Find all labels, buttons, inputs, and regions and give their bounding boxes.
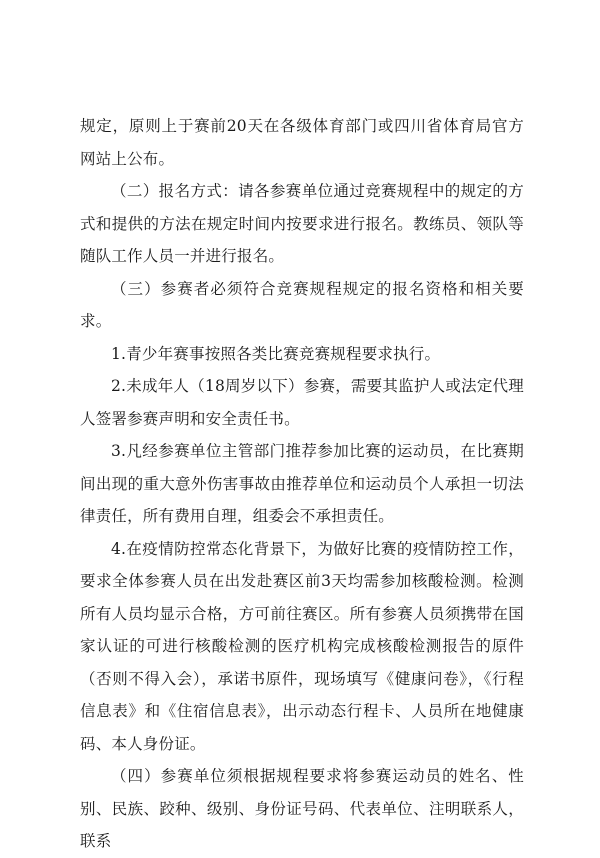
paragraph-item-2: 2.未成年人（18周岁以下）参赛，需要其监护人或法定代理人签署参赛声明和安全责任书。: [80, 377, 524, 428]
paragraph-eligibility: （三）参赛者必须符合竞赛规程规定的报名资格和相关要求。: [80, 279, 524, 330]
paragraph-registration-method: （二）报名方式：请各参赛单位通过竞赛规程中的规定的方式和提供的方法在规定时间内按要求进行报名。教练员、领队等随队工作人员一并进行报名。: [80, 182, 524, 265]
paragraph-submission: （四）参赛单位须根据规程要求将参赛运动员的姓名、性别、民族、跤种、级别、身份证号码、代表单位、注明联系人，联系: [80, 767, 524, 850]
paragraph-item-1: 1.青少年赛事按照各类比赛竞赛规程要求执行。: [111, 344, 441, 363]
paragraph-item-3: 3.凡经参赛单位主管部门推荐参加比赛的运动员，在比赛期间出现的重大意外伤害事故由推荐单位和运动员个人承担一切法律责任，所有费用自理，组委会不承担责任。: [80, 442, 524, 525]
paragraph-continuation: 规定，原则上于赛前20天在各级体育部门或四川省体育局官方网站上公布。: [80, 117, 524, 168]
paragraph-item-4: 4.在疫情防控常态化背景下，为做好比赛的疫情防控工作，要求全体参赛人员在出发赴赛区前3天均需参加核酸检测。检测所有人员均显示合格，方可前往赛区。所有参赛人员须携带在国家认证的可进行核酸检测的医疗机构完成核酸检测报告的原件（否则不得入会），承诺书原件，现场填写《健康问卷》，《行程信息表》和《住宿信息表》，出示动态行程卡、人员所在地健康码、本人身份证。: [80, 539, 524, 753]
document-body: [80, 110, 524, 858]
